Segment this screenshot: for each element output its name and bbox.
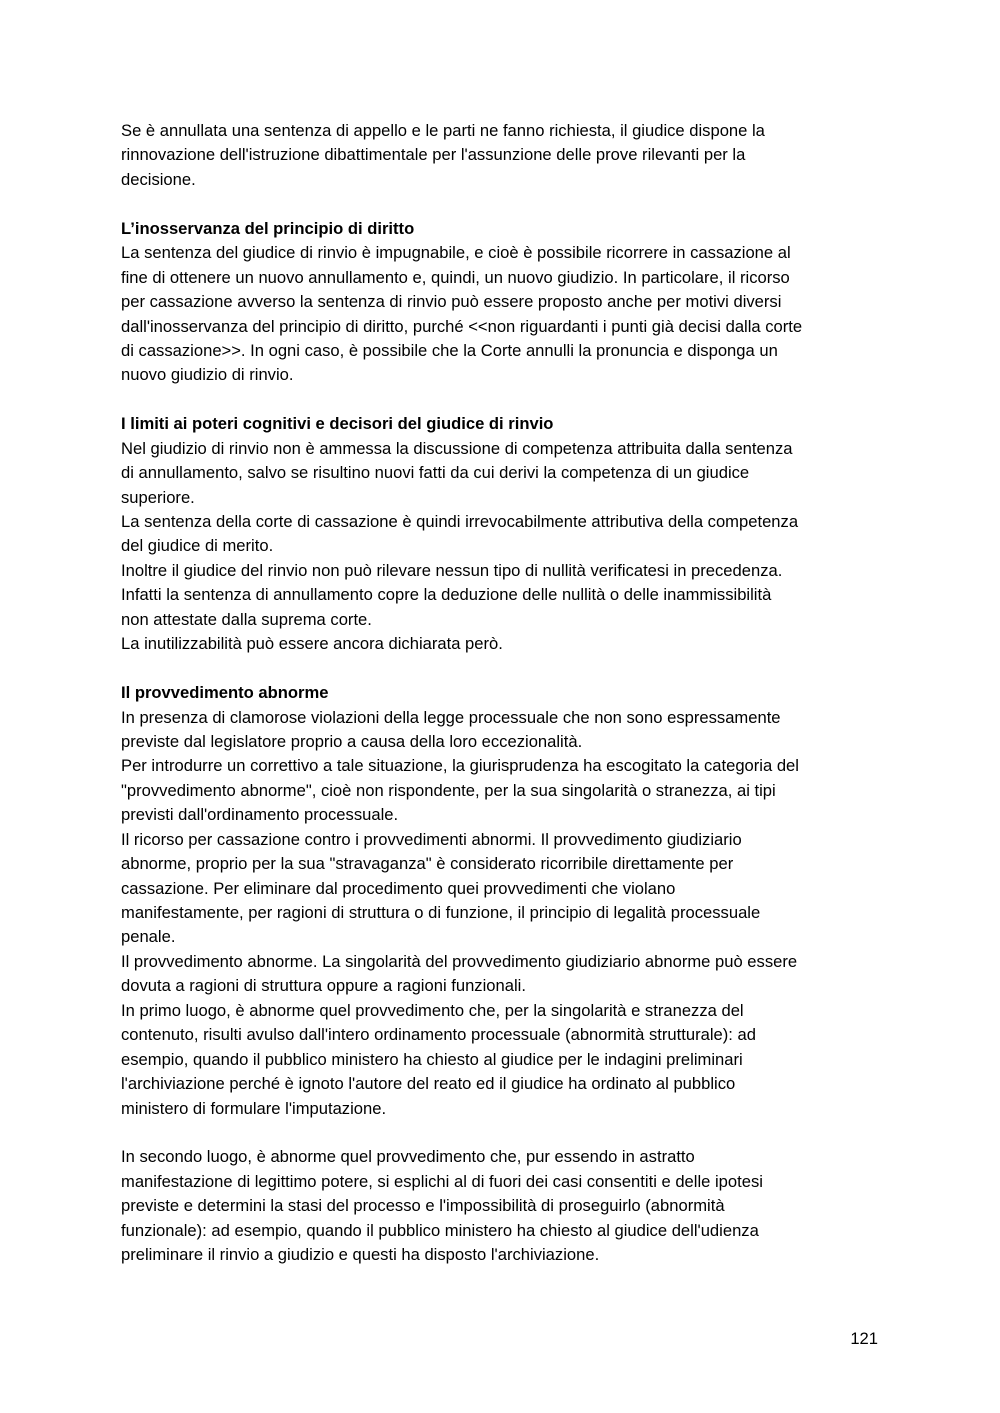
text-line: del giudice di merito. [121, 536, 274, 556]
text-line: fine di ottenere un nuovo annullamento e, quindi, un nuovo giudizio. In particolare, il ricorso [121, 267, 790, 287]
text-line: La sentenza della corte di cassazione è quindi irrevocabilmente attributiva della competenza [121, 512, 799, 531]
paragraph [121, 241, 881, 388]
text-line: contenuto, risulti avulso dall'intero ordinamento processuale (abnormità strutturale): ad [121, 1025, 756, 1045]
section-heading: I limiti ai poteri cognitivi e decisori del giudice di rinvio [121, 414, 554, 434]
section-heading: L’inosservanza del principio di diritto [121, 218, 415, 238]
text-line: dovuta a ragioni di struttura oppure a ragioni funzionali. [121, 976, 526, 996]
text-line: cassazione. Per eliminare dal procedimento quei provvedimenti che violano [121, 878, 676, 898]
text-line: per cassazione avverso la sentenza di rinvio può essere proposto anche per motivi diversi [121, 292, 782, 312]
section-heading: Il provvedimento abnorme [121, 683, 329, 703]
paragraph [121, 437, 881, 657]
paragraph [121, 119, 881, 192]
text-line: previste dal legislatore proprio a causa della loro eccezionalità. [121, 731, 583, 751]
paragraph-spacer [121, 657, 881, 681]
page-body [121, 119, 881, 1268]
text-line: decisione. [121, 169, 196, 189]
paragraph [121, 706, 881, 1121]
text-line: Inoltre il giudice del rinvio non può rilevare nessun tipo di nullità verificatesi in precedenza. [121, 560, 783, 580]
text-line: superiore. [121, 487, 195, 507]
text-line: previste e determini la stasi del processo e l'impossibilità di proseguirlo (abnormità [121, 1196, 725, 1216]
text-line: funzionale): ad esempio, quando il pubblico ministero ha chiesto al giudice dell'udienza [121, 1220, 759, 1240]
text-line: Il ricorso per cassazione contro i provvedimenti abnormi. Il provvedimento giudiziario [121, 829, 742, 849]
text-line: l'archiviazione perché è ignoto l'autore del reato ed il giudice ha ordinato al pubblico [121, 1074, 736, 1094]
text-line: Per introdurre un correttivo a tale situazione, la giurisprudenza ha escogitato la categoria del [121, 756, 799, 776]
paragraph-spacer [121, 192, 881, 216]
text-line: Nel giudizio di rinvio non è ammessa la discussione di competenza attribuita dalla sentenza [121, 438, 793, 458]
text-line: di cassazione>>. In ogni caso, è possibile che la Corte annulli la pronuncia e disponga un [121, 340, 778, 360]
paragraph-spacer [121, 1121, 881, 1145]
text-line: Infatti la sentenza di annullamento copre la deduzione delle nullità o delle inammissibilità [121, 585, 772, 605]
paragraph-spacer [121, 388, 881, 412]
text-line: ministero di formulare l'imputazione. [121, 1098, 387, 1118]
text-line: penale. [121, 927, 176, 947]
text-line: esempio, quando il pubblico ministero ha chiesto al giudice per le indagini preliminari [121, 1049, 743, 1069]
text-line: In presenza di clamorose violazioni della legge processuale che non sono espressamente [121, 707, 781, 727]
text-line: Se è annullata una sentenza di appello e le parti ne fanno richiesta, il giudice dispone la [121, 121, 765, 140]
text-line: dall'inosservanza del principio di diritto, purché <<non riguardanti i punti già decisi dalla corte [121, 316, 803, 336]
paragraph [121, 1145, 881, 1267]
text-line: La inutilizzabilità può essere ancora dichiarata però. [121, 634, 503, 654]
text-line: Il provvedimento abnorme. La singolarità del provvedimento giudiziario abnorme può essere [121, 951, 798, 971]
text-line: rinnovazione dell'istruzione dibattimentale per l'assunzione delle prove rilevanti per la [121, 145, 746, 165]
text-line: manifestamente, per ragioni di struttura o di funzione, il principio di legalità processuale [121, 903, 761, 922]
text-line: di annullamento, salvo se risultino nuovi fatti da cui derivi la competenza di un giudice [121, 463, 750, 483]
text-line: abnorme, proprio per la sua "stravaganza" è considerato ricorribile direttamente per [121, 854, 734, 874]
text-line: previsti dall'ordinamento processuale. [121, 805, 399, 825]
text-line: nuovo giudizio di rinvio. [121, 365, 294, 385]
text-line: manifestazione di legittimo potere, si esplichi al di fuori dei casi consentiti e delle ipotesi [121, 1171, 763, 1191]
text-line: In primo luogo, è abnorme quel provvedimento che, per la singolarità e stranezza del [121, 1000, 744, 1020]
page-number: 121 [850, 1329, 878, 1348]
text-line: non attestate dalla suprema corte. [121, 609, 372, 629]
text-line: In secondo luogo, è abnorme quel provvedimento che, pur essendo in astratto [121, 1147, 695, 1167]
text-line: preliminare il rinvio a giudizio e questi ha disposto l'archiviazione. [121, 1245, 600, 1265]
text-line: La sentenza del giudice di rinvio è impugnabile, e cioè è possibile ricorrere in cassazione al [121, 243, 791, 263]
text-line: "provvedimento abnorme", cioè non rispondente, per la sua singolarità o stranezza, ai tipi [121, 780, 776, 800]
